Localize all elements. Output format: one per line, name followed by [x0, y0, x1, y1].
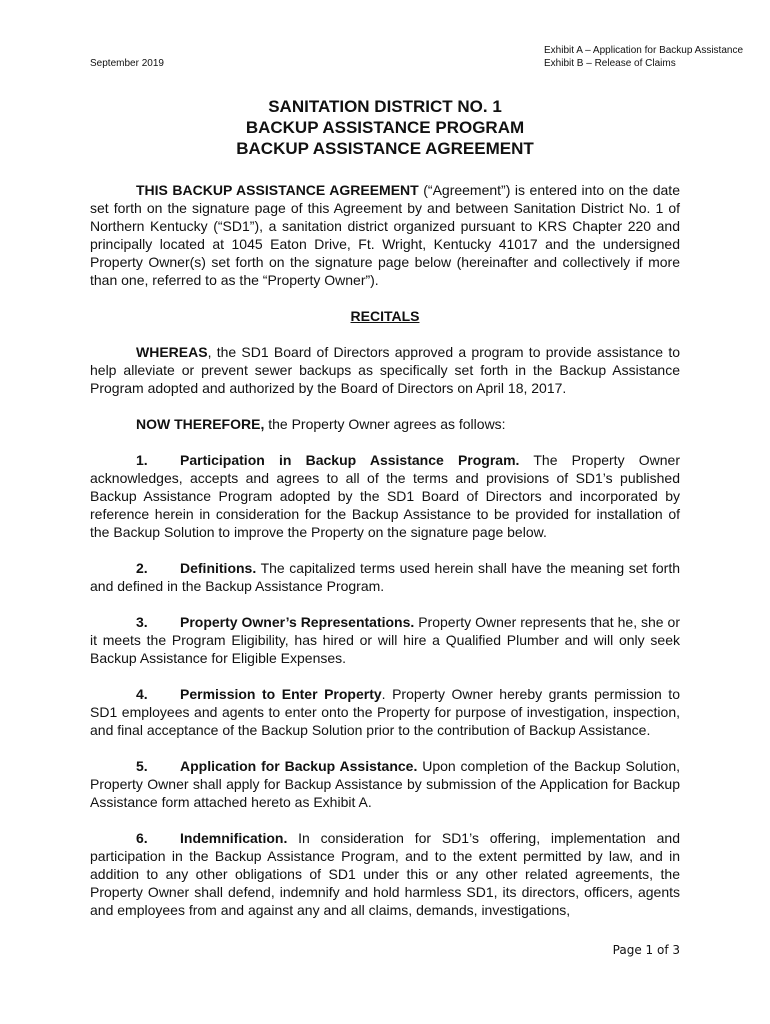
- section-number: 3.: [136, 614, 148, 630]
- section-heading: Application for Backup Assistance.: [180, 758, 418, 774]
- section-number: 6.: [136, 830, 148, 846]
- page-number: Page 1 of 3: [612, 943, 680, 957]
- document-date: September 2019: [90, 58, 164, 69]
- section-text: Upon completion of the Backup Solution, Property Owner shall apply for Backup Assistance by submission of the Application for Backup Assistance form attached hereto as Exhibit A.: [90, 758, 680, 810]
- section-text: In consideration for SD1’s offering, implementation and participation in the Backup Assistance Program, and to the extent permitted by law, and in addition to any other obligations of SD1 under this or any other related agreements, the Property Owner shall defend, indemnify and hold harmless SD1, its directors, officers, agents and employees from and against any and all claims, demands, investigations,: [90, 830, 680, 918]
- section-6: [90, 829, 680, 919]
- intro-paragraph: [90, 181, 680, 289]
- whereas-paragraph: [90, 343, 680, 397]
- title-line-3: BACKUP ASSISTANCE AGREEMENT: [236, 139, 534, 158]
- section-5: [90, 757, 680, 811]
- exhibit-a-label: Exhibit A – Application for Backup Assistance: [544, 45, 744, 56]
- section-heading: Definitions.: [180, 560, 257, 576]
- intro-text: (“Agreement”) is entered into on the date set forth on the signature page of this Agreement by and between Sanitation District No. 1 of Northern Kentucky (“SD1”), a sanitation district organized pursuant to KRS Chapter 220 and principally located at 1045 Eaton Drive, Ft. Wright, Kentucky 41017 and the undersigned Property Owner(s) set forth on the signature page below (hereinafter and collectively if more than one, referred to as the “Property Owner”).: [90, 182, 680, 288]
- section-heading: Participation in Backup Assistance Program.: [180, 452, 520, 468]
- title-line-2: BACKUP ASSISTANCE PROGRAM: [245, 118, 525, 137]
- now-therefore-text: the Property Owner agrees as follows:: [264, 416, 506, 432]
- section-2: [90, 559, 680, 595]
- title-line-1: SANITATION DISTRICT NO. 1: [268, 97, 502, 116]
- section-number: 5.: [136, 758, 148, 774]
- section-heading: Indemnification.: [180, 830, 288, 846]
- section-4: [90, 685, 680, 739]
- document-title: [90, 96, 680, 159]
- recitals-heading: RECITALS: [350, 308, 420, 324]
- section-1: [90, 451, 680, 541]
- now-therefore-lead: NOW THEREFORE,: [136, 416, 265, 432]
- section-number: 4.: [136, 686, 148, 702]
- section-text: The Property Owner acknowledges, accepts and agrees to all of the terms and provisions of SD1’s published Backup Assistance Program adopted by the SD1 Board of Directors and incorporated by reference herein in consideration for the Backup Assistance to be provided for installation of the Backup Solution to improve the Property on the signature page below.: [90, 452, 680, 540]
- section-text: The capitalized terms used herein shall have the meaning set forth and defined in the Backup Assistance Program.: [90, 560, 680, 594]
- section-3: [90, 613, 680, 667]
- section-heading: Property Owner’s Representations.: [180, 614, 415, 630]
- section-number: 1.: [136, 452, 148, 468]
- exhibit-b-label: Exhibit B – Release of Claims: [544, 58, 676, 69]
- section-text: . Property Owner hereby grants permission to SD1 employees and agents to enter onto the Property for purpose of investigation, inspection, and final acceptance of the Backup Solution prior to the contribution of Backup Assistance.: [90, 686, 680, 738]
- whereas-lead: WHEREAS: [136, 344, 208, 360]
- section-heading: Permission to Enter Property: [180, 686, 382, 702]
- section-text: Property Owner represents that he, she or it meets the Program Eligibility, has hired or will hire a Qualified Plumber and will only seek Backup Assistance for Eligible Expenses.: [90, 614, 680, 666]
- document-body: [90, 181, 680, 937]
- section-number: 2.: [136, 560, 148, 576]
- now-therefore-paragraph: [90, 415, 680, 433]
- intro-lead: THIS BACKUP ASSISTANCE AGREEMENT: [136, 182, 419, 198]
- whereas-text: , the SD1 Board of Directors approved a program to provide assistance to help alleviate or prevent sewer backups as specifically set forth in the Backup Assistance Program adopted and authorized by the Board of Directors on April 18, 2017.: [90, 344, 680, 396]
- exhibit-list: [544, 44, 743, 70]
